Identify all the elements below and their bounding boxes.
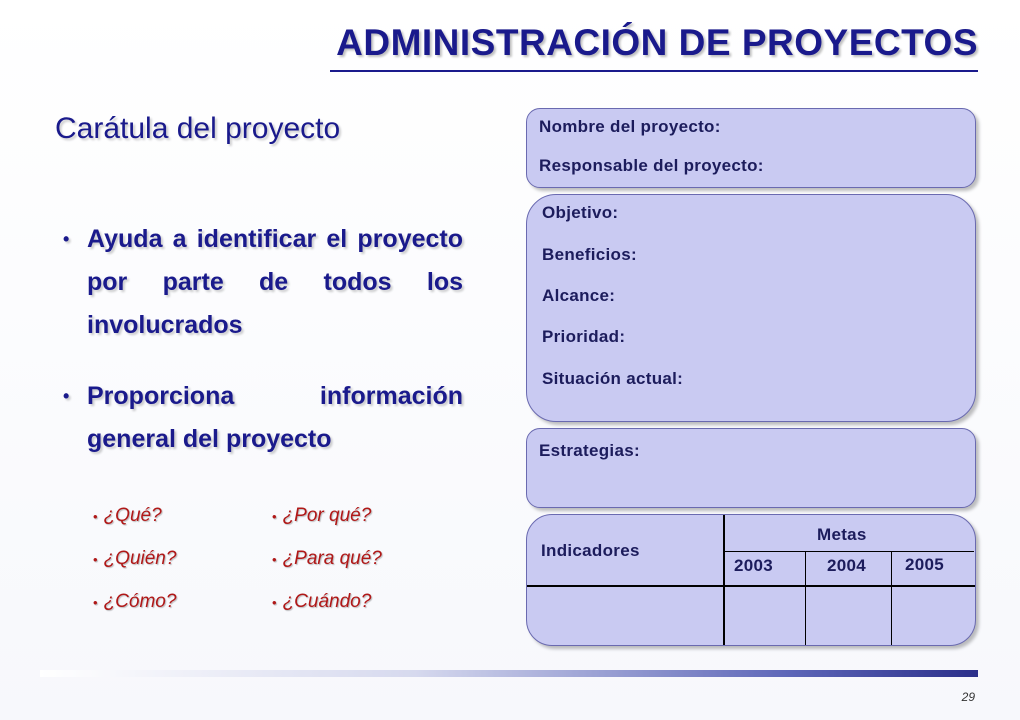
field-label: Objetivo: [542,203,619,222]
table-divider [527,585,975,587]
field-label: Responsable del proyecto: [539,156,764,175]
field-label: Beneficios: [542,245,637,264]
year-2003: 2003 [734,556,774,575]
question-item [93,548,176,570]
strategies-box [526,428,976,508]
bullet-dot-icon: • [93,595,98,610]
question-text: ¿Qué? [103,505,162,526]
slide-subtitle: Carátula del proyecto [55,112,341,145]
question-item [272,548,382,570]
project-details-box [526,194,976,422]
bullet-text: Ayuda a identificar el proyecto por parte de todos los involucrados [87,225,463,339]
bullet-dot-icon: • [272,552,277,567]
indicators-label: Indicadores [541,541,640,560]
table-divider [805,551,806,645]
question-text: ¿Para qué? [282,548,382,569]
page-number: 29 [961,690,975,704]
question-item [272,505,371,527]
question-text: ¿Cuándo? [282,591,372,612]
question-item [93,591,176,613]
question-text: ¿Quién? [103,548,177,569]
indicators-box [526,514,976,646]
bullet-dot-icon: • [93,552,98,567]
field-label: Estrategias: [539,441,640,460]
question-item [272,591,371,613]
year-2004: 2004 [827,556,867,575]
bullet-dot-icon: • [63,386,70,406]
year-2005: 2005 [905,555,945,574]
table-divider [724,551,974,552]
bullet-dot-icon: • [272,595,277,610]
bullet-dot-icon: • [63,229,70,249]
question-text: ¿Cómo? [103,591,177,612]
field-label: Situación actual: [542,369,684,388]
metas-label: Metas [817,525,867,544]
bullet-dot-icon: • [272,509,277,524]
field-label: Alcance: [542,286,616,305]
project-name-box [526,108,976,188]
bullet-item [55,218,463,347]
bullet-list [55,218,463,461]
footer-bar [40,670,978,677]
bullet-text: Proporciona información general del proyecto [87,382,463,453]
bullet-item [55,375,463,461]
field-label: Prioridad: [542,327,626,346]
table-divider [723,515,725,645]
question-text: ¿Por qué? [282,505,372,526]
question-item [93,505,162,527]
table-divider [891,551,892,645]
slide-title: ADMINISTRACIÓN DE PROYECTOS [336,22,978,63]
title-underline [330,70,978,72]
field-label: Nombre del proyecto: [539,117,721,136]
bullet-dot-icon: • [93,509,98,524]
